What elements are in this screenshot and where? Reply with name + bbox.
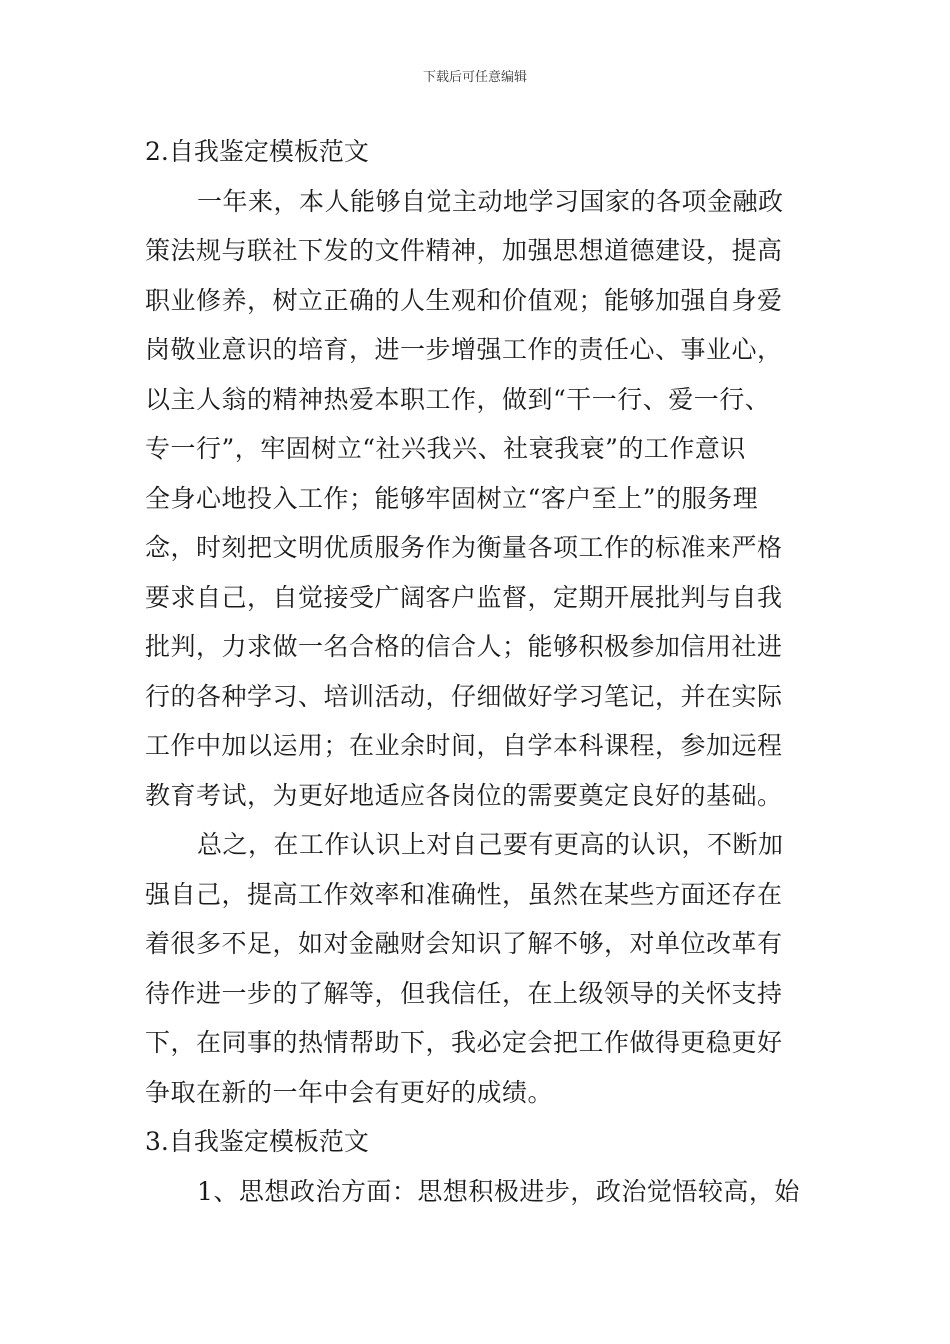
paragraph-line: 教育考试，为更好地适应各岗位的需要奠定良好的基础。 (145, 780, 783, 810)
paragraph-line: 岗敬业意识的培育，进一步增强工作的责任心、事业心， (145, 335, 783, 364)
paragraph-line: 下，在同事的热情帮助下，我必定会把工作做得更稳更好 (145, 1028, 783, 1057)
paragraph-line: 着很多不足，如对金融财会知识了解不够，对单位改革有 (145, 929, 783, 958)
document-body (145, 127, 805, 1216)
paragraph-line: 以主人翁的精神热爱本职工作，做到“干一行、爱一行、 (145, 384, 771, 414)
paragraph-line: 要求自己，自觉接受广阔客户监督，定期开展批判与自我 (145, 582, 783, 612)
section-heading-2: 2.自我鉴定模板范文 (145, 137, 369, 166)
paragraph-line: 全身心地投入工作；能够牢固树立“客户至上”的服务理 (145, 483, 759, 513)
paragraph-line: 总之，在工作认识上对自己要有更高的认识，不断加 (197, 830, 784, 859)
paragraph-line: 批判，力求做一名合格的信合人；能够积极参加信用社进 (145, 632, 783, 661)
paragraph-line: 行的各种学习、培训活动，仔细做好学习笔记，并在实际 (145, 681, 783, 711)
paragraph-line: 一年来，本人能够自觉主动地学习国家的各项金融政 (197, 186, 784, 216)
paragraph-line: 专一行”，牢固树立“社兴我兴、社衰我衰”的工作意识 (145, 434, 746, 463)
paragraph-line: 强自己，提高工作效率和准确性，虽然在某些方面还存在 (145, 879, 783, 909)
paragraph-line: 职业修养，树立正确的人生观和价值观；能够加强自身爱 (145, 285, 783, 315)
paragraph-line: 1、思想政治方面：思想积极进步，政治觉悟较高，始 (197, 1176, 800, 1206)
page-header: 下载后可任意编辑 (422, 70, 527, 85)
paragraph-line: 念，时刻把文明优质服务作为衡量各项工作的标准来严格 (145, 533, 783, 562)
section-heading-3: 3.自我鉴定模板范文 (145, 1127, 369, 1156)
paragraph-line: 争取在新的一年中会有更好的成绩。 (145, 1077, 554, 1107)
paragraph-line: 策法规与联社下发的文件精神，加强思想道德建设，提高 (145, 236, 783, 265)
paragraph-line: 工作中加以运用；在业余时间，自学本科课程，参加远程 (145, 731, 783, 760)
paragraph-line: 待作进一步的了解等，但我信任，在上级领导的关怀支持 (145, 978, 783, 1008)
